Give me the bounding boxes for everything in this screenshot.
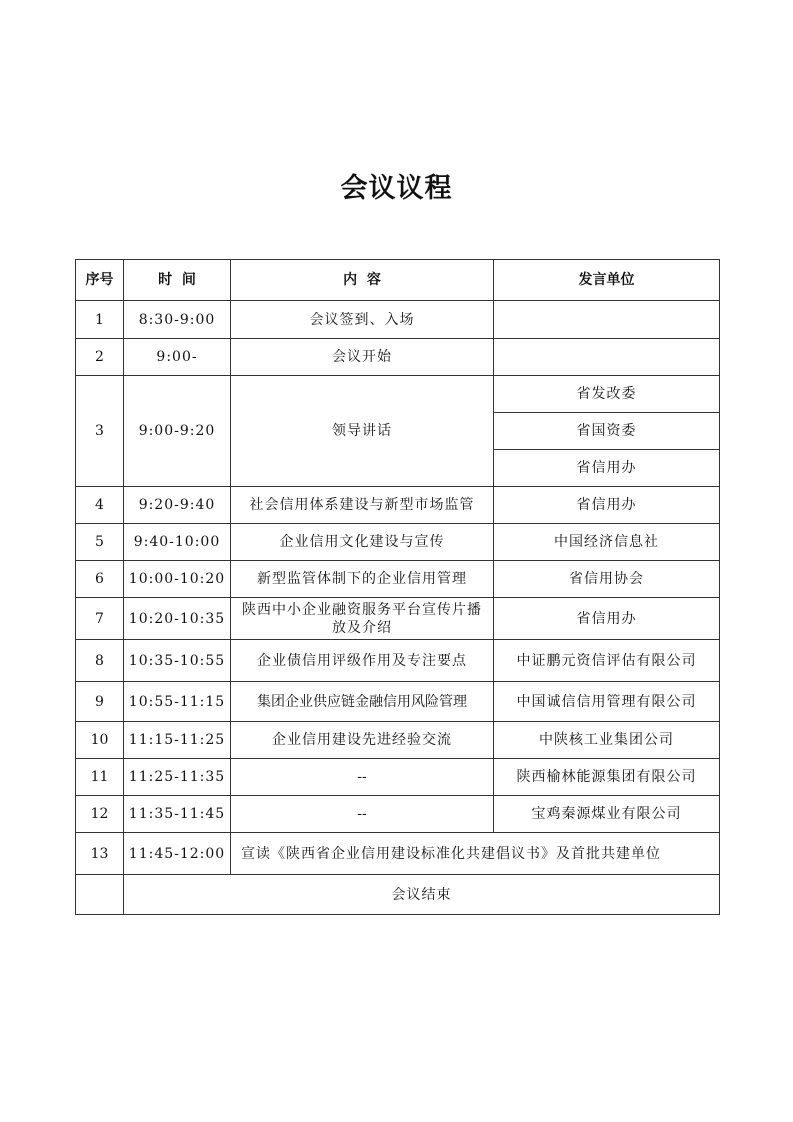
row-seq: 1 (76, 301, 124, 339)
table-header-row (76, 260, 720, 301)
row-speaker: 陕西榆林能源集团有限公司 (494, 759, 720, 796)
row-content: 企业债信用评级作用及专注要点 (231, 640, 494, 682)
row-speaker: 省信用办 (494, 450, 720, 487)
table-row (76, 339, 720, 376)
closing-text: 会议结束 (124, 875, 720, 915)
row-seq: 12 (76, 796, 124, 833)
row-content: 社会信用体系建设与新型市场监管 (231, 487, 494, 524)
row-seq: 10 (76, 722, 124, 759)
row-content: 新型监管体制下的企业信用管理 (231, 561, 494, 598)
row-content: 企业信用文化建设与宣传 (231, 524, 494, 561)
row-time: 9:00- (124, 339, 231, 376)
table-row (76, 376, 720, 413)
row-speaker: 宝鸡秦源煤业有限公司 (494, 796, 720, 833)
row-content: 会议签到、入场 (231, 301, 494, 339)
row-time: 11:35-11:45 (124, 796, 231, 833)
row-seq: 3 (76, 376, 124, 487)
row-time: 10:35-10:55 (124, 640, 231, 682)
row-time: 9:40-10:00 (124, 524, 231, 561)
row-speaker (494, 339, 720, 376)
header-time: 时 间 (124, 260, 231, 301)
row-time: 9:20-9:40 (124, 487, 231, 524)
row-seq: 4 (76, 487, 124, 524)
table-row (76, 759, 720, 796)
row-speaker: 省发改委 (494, 376, 720, 413)
row-seq: 13 (76, 833, 124, 875)
table-row (76, 722, 720, 759)
row-speaker: 省国资委 (494, 413, 720, 450)
row-seq: 11 (76, 759, 124, 796)
row-speaker: 省信用办 (494, 598, 720, 640)
row-time: 10:55-11:15 (124, 682, 231, 722)
agenda-table (75, 259, 720, 915)
row-seq-empty (76, 875, 124, 915)
row-speaker: 中陕核工业集团公司 (494, 722, 720, 759)
table-row (76, 833, 720, 875)
row-speaker: 中国诚信信用管理有限公司 (494, 682, 720, 722)
row-content: -- (231, 759, 494, 796)
table-row (76, 682, 720, 722)
row-time: 10:20-10:35 (124, 598, 231, 640)
row-speaker (494, 301, 720, 339)
row-content: 陕西中小企业融资服务平台宣传片播放及介绍 (231, 598, 494, 640)
table-row (76, 561, 720, 598)
table-row (76, 640, 720, 682)
row-content: -- (231, 796, 494, 833)
row-content: 领导讲话 (231, 376, 494, 487)
header-content: 内 容 (231, 260, 494, 301)
row-time: 11:15-11:25 (124, 722, 231, 759)
header-seq: 序号 (76, 260, 124, 301)
row-time: 10:00-10:20 (124, 561, 231, 598)
row-speaker: 中国经济信息社 (494, 524, 720, 561)
row-seq: 5 (76, 524, 124, 561)
table-row (76, 796, 720, 833)
row-content: 集团企业供应链金融信用风险管理 (231, 682, 494, 722)
table-row (76, 487, 720, 524)
table-row (76, 301, 720, 339)
table-row (76, 524, 720, 561)
row-content: 企业信用建设先进经验交流 (231, 722, 494, 759)
table-row (76, 598, 720, 640)
row-speaker: 省信用协会 (494, 561, 720, 598)
row-seq: 6 (76, 561, 124, 598)
row-content: 会议开始 (231, 339, 494, 376)
row-seq: 7 (76, 598, 124, 640)
row-time: 9:00-9:20 (124, 376, 231, 487)
row-time: 11:25-11:35 (124, 759, 231, 796)
row-seq: 2 (76, 339, 124, 376)
row-speaker: 中证鹏元资信评估有限公司 (494, 640, 720, 682)
row-seq: 9 (76, 682, 124, 722)
row-content-merged: 宣读《陕西省企业信用建设标准化共建倡议书》及首批共建单位 (231, 833, 720, 875)
row-time: 11:45-12:00 (124, 833, 231, 875)
row-seq: 8 (76, 640, 124, 682)
row-speaker: 省信用办 (494, 487, 720, 524)
table-row-closing (76, 875, 720, 915)
page-title: 会议议程 (340, 173, 453, 204)
header-speaker: 发言单位 (494, 260, 720, 301)
row-time: 8:30-9:00 (124, 301, 231, 339)
